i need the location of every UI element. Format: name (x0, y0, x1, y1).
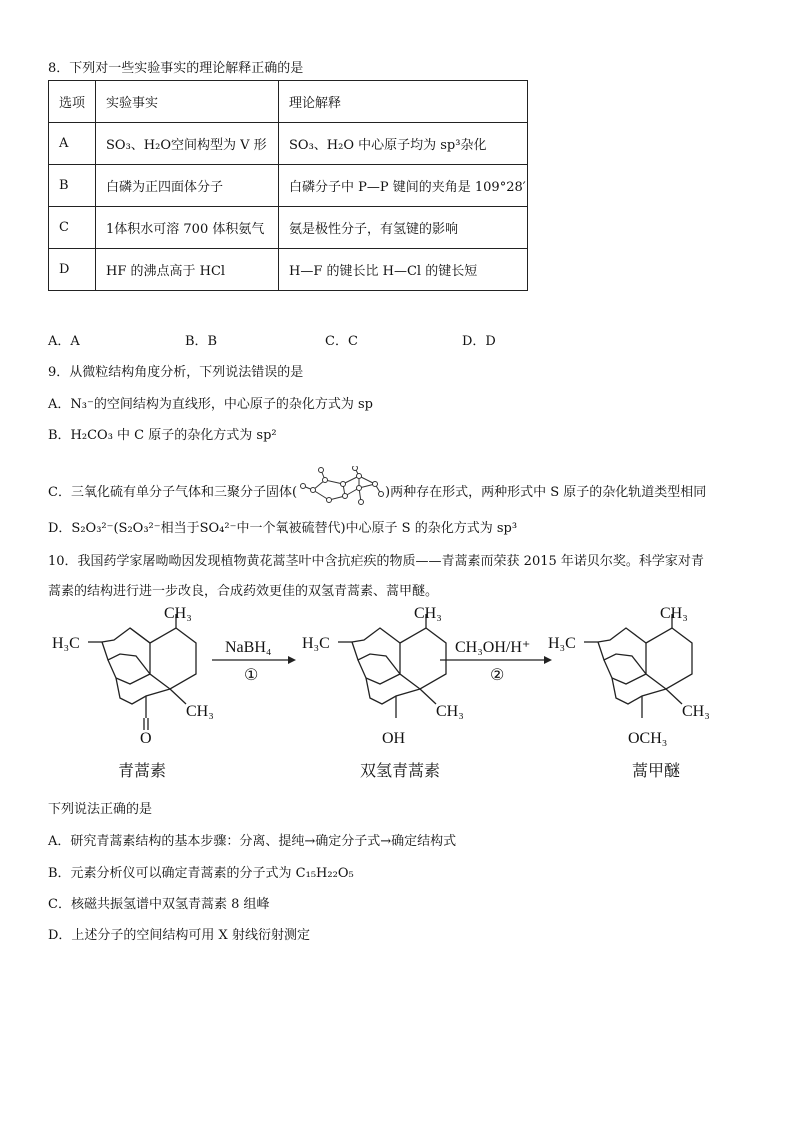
mol2-h3c: H₃C (302, 635, 330, 652)
table-row (49, 249, 528, 291)
q8-option-a[interactable]: A．A (48, 334, 80, 349)
label-artemether: 蒿甲醚 (632, 761, 681, 780)
table-row (49, 165, 528, 207)
q9-option-a[interactable]: A．N₃⁻的空间结构为直线形，中心原子的杂化方式为 sp (48, 397, 373, 412)
q8-option-b[interactable]: B．B (185, 334, 218, 349)
table-cell: HF 的沸点高于 HCl (96, 249, 279, 291)
table-cell: 1体积水可溶 700 体积氨气 (96, 207, 279, 249)
reaction-scheme (40, 600, 740, 758)
mol1-carbonyl-o: O (140, 730, 152, 747)
table-cell: H—F 的键长比 H—Cl 的键长短 (279, 249, 528, 291)
table-cell: 氨是极性分子，有氢键的影响 (279, 207, 528, 249)
q10-option-c[interactable]: C．核磁共振氢谱中双氢青蒿素 8 组峰 (48, 897, 270, 912)
table-cell: 白磷为正四面体分子 (96, 165, 279, 207)
q8-option-d[interactable]: D．D (462, 334, 496, 349)
mol1-h3c: H₃C (52, 635, 80, 652)
table-row (49, 207, 528, 249)
arrow-step-2 (440, 656, 552, 664)
q9-option-c-pre: C．三氧化硫有单分子气体和三聚分子固体( (48, 484, 298, 500)
q9-option-c-post: )两种存在形式，两种形式中 S 原子的杂化轨道类型相同 (385, 484, 707, 500)
molecule-artemether (584, 614, 692, 718)
q9-option-c[interactable] (48, 470, 706, 510)
arrow2-reagent: CH₃OH/H⁺ (455, 639, 531, 656)
table-cell: D (49, 249, 96, 291)
molecule-dihydroartemisinin (338, 614, 446, 718)
table-cell: B (49, 165, 96, 207)
table-cell: SO₃、H₂O空间构型为 V 形 (96, 123, 279, 165)
mol1-ch3-right: CH₃ (186, 703, 214, 720)
q9-option-b[interactable]: B．H₂CO₃ 中 C 原子的杂化方式为 sp² (48, 428, 277, 443)
table-header-cell: 选项 (49, 81, 96, 123)
label-artemisinin: 青蒿素 (118, 761, 167, 780)
mol3-h3c: H₃C (548, 635, 576, 652)
arrow1-reagent: NaBH₄ (225, 639, 272, 656)
arrow1-step-number: ① (244, 667, 259, 684)
table-row (49, 123, 528, 165)
mol3-och3: OCH₃ (628, 730, 668, 747)
q8-option-c[interactable]: C．C (325, 334, 358, 349)
label-dihydroartemisinin: 双氢青蒿素 (360, 761, 441, 780)
q10-option-d[interactable]: D．上述分子的空间结构可用 X 射线衍射测定 (48, 928, 310, 943)
mol1-ch3-top: CH₃ (164, 605, 192, 622)
q8-table (48, 80, 528, 291)
q10-option-a[interactable]: A．研究青蒿素结构的基本步骤：分离、提纯→确定分子式→确定结构式 (48, 834, 457, 849)
mol3-ch3-right: CH₃ (682, 703, 710, 720)
table-cell: 白磷分子中 P—P 键间的夹角是 109°28′ (279, 165, 528, 207)
table-cell: A (49, 123, 96, 165)
table-cell: SO₃、H₂O 中心原子均为 sp³杂化 (279, 123, 528, 165)
mol2-ch3-right: CH₃ (436, 703, 464, 720)
q10-stem-line2: 蒿素的结构进行进一步改良，合成药效更佳的双氢青蒿素、蒿甲醚。 (48, 584, 439, 599)
arrow2-step-number: ② (490, 667, 505, 684)
q10-prompt: 下列说法正确的是 (48, 802, 153, 817)
mol3-ch3-top: CH₃ (660, 605, 688, 622)
molecule-artemisinin (88, 614, 196, 730)
table-header-row (49, 81, 528, 123)
mol2-ch3-top: CH₃ (414, 605, 442, 622)
q8-stem: 8．下列对一些实验事实的理论解释正确的是 (48, 61, 304, 76)
table-cell: C (49, 207, 96, 249)
table-header-cell: 实验事实 (96, 81, 279, 123)
table-header-cell: 理论解释 (279, 81, 528, 123)
arrow-step-1 (212, 656, 296, 664)
q9-option-d[interactable]: D．S₂O₃²⁻(S₂O₃²⁻相当于SO₄²⁻中一个氧被硫替代)中心原子 S 的杂化方式为 sp³ (48, 521, 518, 536)
mol2-oh: OH (382, 730, 406, 747)
q10-option-b[interactable]: B．元素分析仪可以确定青蒿素的分子式为 C₁₅H₂₂O₅ (48, 866, 354, 881)
so3-trimer-structure-image (297, 466, 385, 510)
q9-stem: 9．从微粒结构角度分析，下列说法错误的是 (48, 365, 304, 380)
q10-stem-line1: 10．我国药学家屠呦呦因发现植物黄花蒿茎叶中含抗疟疾的物质——青蒿素而荣获 2015 年诺贝尔奖。科学家对青 (48, 554, 704, 569)
q8-options (48, 330, 568, 348)
